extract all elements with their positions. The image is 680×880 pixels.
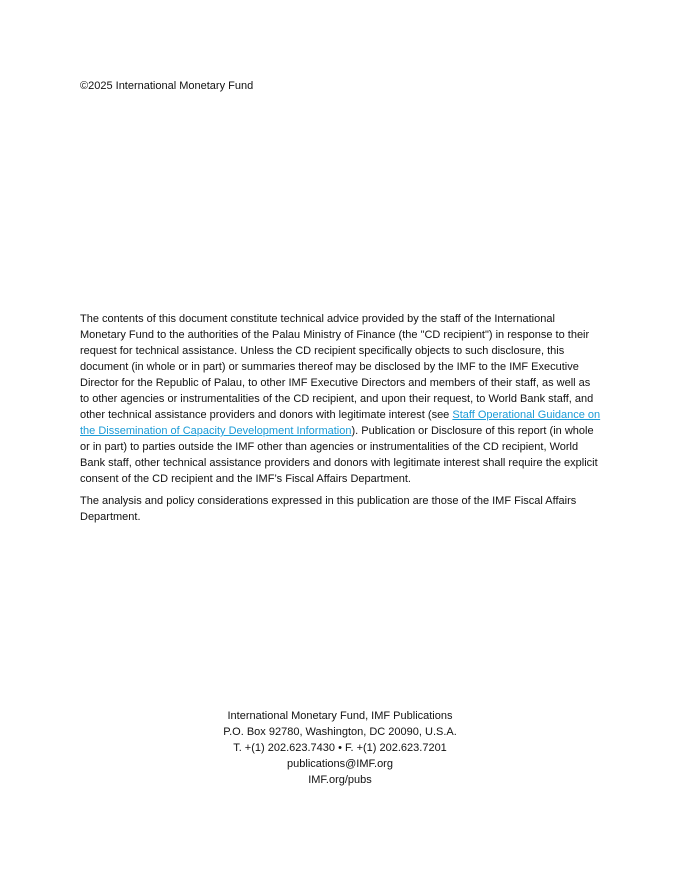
- copyright-notice: ©2025 International Monetary Fund: [80, 80, 254, 92]
- postal-address: P.O. Box 92780, Washington, DC 20090, U.S.A.: [223, 726, 457, 738]
- publisher-name: International Monetary Fund, IMF Publications: [227, 710, 453, 722]
- disclaimer-text-before-link: The contents of this document constitute technical advice provided by the staff of the International Monetary Fund to the authorities of the Palau Ministry of Finance (the "CD recipient") in response to their request for technical assistance. Unless the CD recipient specifically objects to such disclosure, this document (in whole or in part) or summaries thereof may be disclosed by the IMF to the IMF Executive Director for the Republic of Palau, to other IMF Executive Directors and members of their staff, as well as to other agencies or instrumentalities of the CD recipient, and upon their request, to World Bank staff, and other technical assistance providers and donors with legitimate interest (see: [80, 313, 594, 421]
- publications-website: IMF.org/pubs: [308, 774, 372, 786]
- analysis-statement: The analysis and policy considerations expressed in this publication are those of the IMF Fiscal Affairs Department.: [80, 495, 577, 523]
- publisher-address-block: [0, 708, 680, 788]
- disclaimer-body: [80, 311, 602, 531]
- publications-email: publications@IMF.org: [287, 758, 393, 770]
- disclaimer-text-after-link: ). Publication or Disclosure of this report (in whole or in part) to parties outside the IMF other than agencies or instrumentalities of the CD recipient, World Bank staff, other technical assistance providers and donors with legitimate interest shall require the explicit consent of the CD recipient and the IMF’s Fiscal Affairs Department.: [80, 425, 598, 485]
- staff-operational-guidance-link[interactable]: Staff Operational Guidance on the Dissemination of Capacity Development Information: [80, 409, 601, 437]
- phone-fax: T. +(1) 202.623.7430 • F. +(1) 202.623.7201: [233, 742, 447, 754]
- disclaimer-paragraph: [80, 311, 602, 487]
